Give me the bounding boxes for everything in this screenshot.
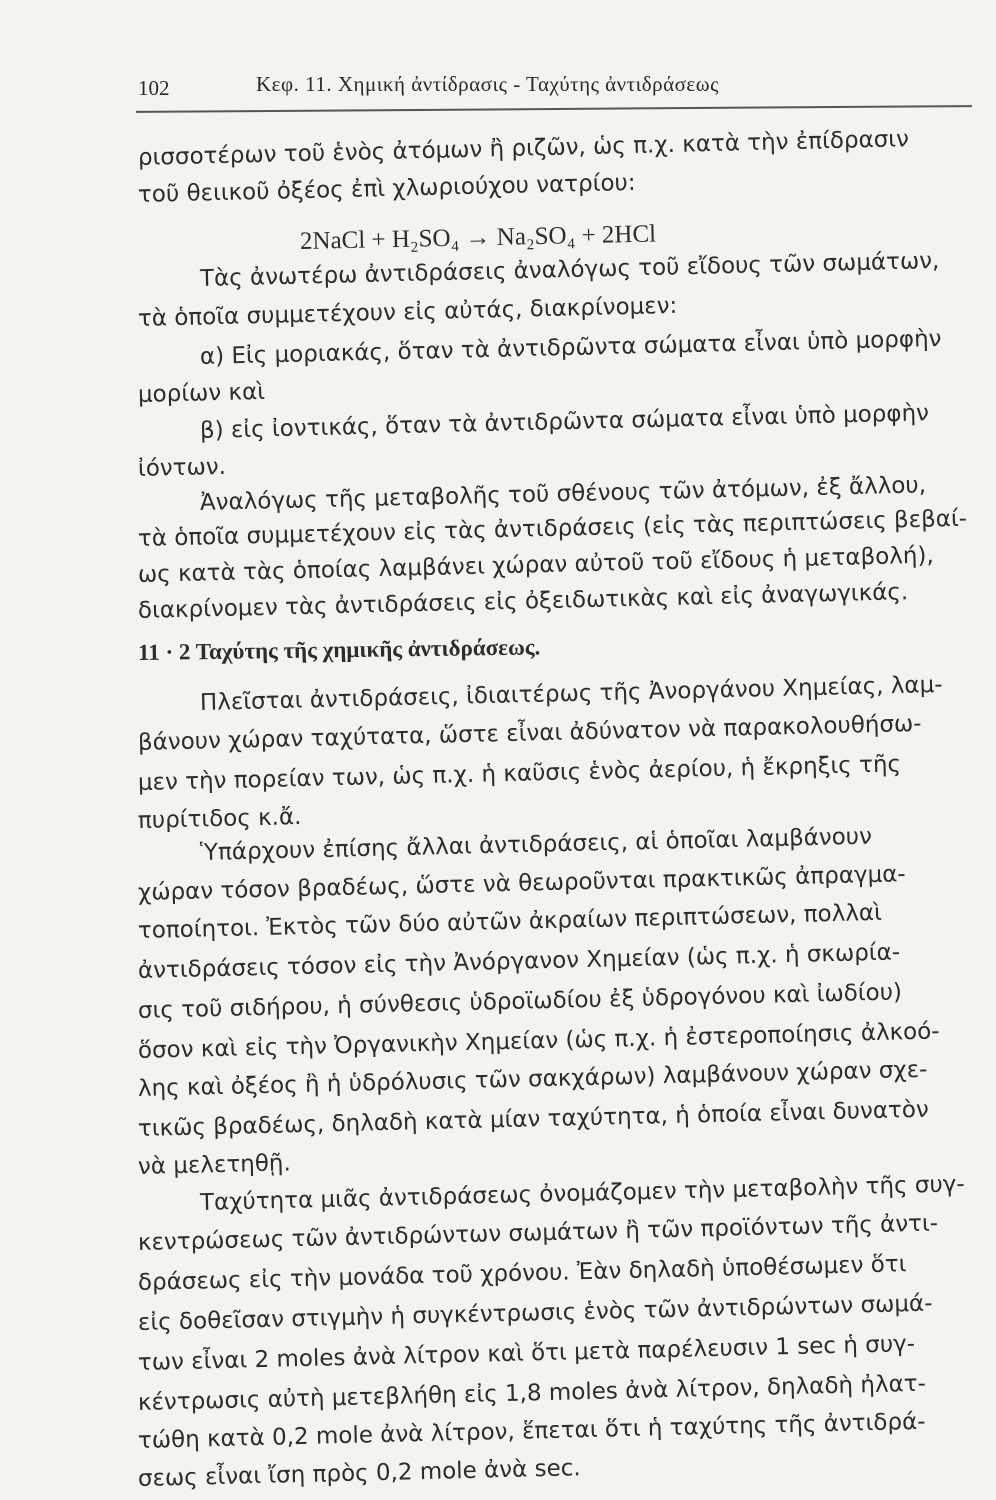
text-line: Τὰς ἀνωτέρω ἀντιδράσεις ἀναλόγως τοῦ εἴδους τῶν σωμάτων,: [199, 247, 940, 292]
text-line: δράσεως εἰς τὴν μονάδα τοῦ χρόνου. Ἐὰν δηλαδὴ ὑποθέσωμεν ὅτι: [137, 1251, 907, 1296]
text-line: σεως εἶναι ἴση πρὸς 0,2 mole ἀνὰ sec.: [137, 1455, 581, 1492]
text-line: κέντρωσις αὐτὴ μετεβλήθη εἰς 1,8 moles ἀνὰ λίτρον, δηλαδὴ ἠλατ-: [137, 1370, 927, 1416]
text-line: τικῶς βραδέως, δηλαδὴ κατὰ μίαν ταχύτητα, ἡ ὁποία εἶναι δυνατὸν: [137, 1096, 930, 1142]
text-line: Ὑπάρχουν ἐπίσης ἄλλαι ἀντιδράσεις, αἱ ὁποῖαι λαμβάνουν: [199, 823, 873, 866]
running-title: Κεφ. 11. Χημική ἀντίδρασις - Ταχύτης ἀντιδράσεως: [256, 72, 719, 96]
text-line: πυρίτιδος κ.ἄ.: [137, 804, 302, 834]
text-line: Πλεῖσται ἀντιδράσεις, ἰδιαιτέρως τῆς Ἀνοργάνου Χημείας, λαμ-: [199, 671, 943, 716]
text-line: ἀντιδράσεις τόσον εἰς τὴν Ἀνόργανον Χημείαν (ὡς π.χ. ἡ σκωρία-: [137, 939, 901, 984]
text-line: λης καὶ ὀξέος ἢ ἡ ὑδρόλυσις τῶν σακχάρων) λαμβάνουν χώραν σχε-: [137, 1056, 928, 1102]
page-number: 102: [138, 76, 170, 100]
text-line: τοποίητοι. Ἐκτὸς τῶν δύο αὐτῶν ἀκραίων περιπτώσεων, πολλαὶ: [137, 899, 883, 944]
text-line: τοῦ θειικοῦ ὀξέος ἐπὶ χλωριούχου νατρίου:: [137, 169, 636, 208]
text-line: τὰ ὁποῖα συμμετέχουν εἰς αὐτάς, διακρίνομεν:: [137, 292, 678, 332]
text-line: κεντρώσεως τῶν ἀντιδρώντων σωμάτων ἢ τῶν προϊόντων τῆς ἀντι-: [137, 1210, 939, 1256]
text-line: Ταχύτητα μιᾶς ἀντιδράσεως ὀνομάζομεν τὴν μεταβολὴν τῆς συγ-: [199, 1171, 965, 1216]
chemical-equation: 2NaCl + H₂SO₄ → Na₂SO₄ + 2HCl: [299, 220, 657, 255]
text-line: των εἶναι 2 moles ἀνὰ λίτρον καὶ ὅτι μετὰ παρέλευσιν 1 sec ἡ συγ-: [137, 1331, 916, 1376]
text-line: β) εἰς ἰοντικάς, ὅταν τὰ ἀντιδρῶντα σώματα εἶναι ὑπὸ μορφὴν: [199, 400, 930, 444]
header-rule: [136, 105, 972, 113]
text-line: ρισσοτέρων τοῦ ἑνὸς ἀτόμων ἢ ριζῶν, ὡς π.χ. κατὰ τὴν ἐπίδρασιν: [137, 126, 910, 171]
text-line: νὰ μελετηθῇ.: [137, 1150, 292, 1180]
text-line: εἰς δοθεῖσαν στιγμὴν ἡ συγκέντρωσις ἑνὸς τῶν ἀντιδρώντων σωμά-: [137, 1290, 933, 1336]
text-line: διακρίνομεν τὰς ἀντιδράσεις εἰς ὀξειδωτικὰς καὶ εἰς ἀναγωγικάς.: [137, 579, 909, 624]
text-line: χώραν τόσον βραδέως, ὥστε νὰ θεωροῦνται πρακτικῶς ἀπραγμα-: [137, 861, 906, 906]
page-header: [138, 72, 974, 102]
section-heading: 11 · 2 Ταχύτης τῆς χημικῆς ἀντιδράσεως.: [137, 634, 541, 665]
text-line: μορίων καὶ: [137, 378, 266, 408]
text-line: μεν τὴν πορείαν των, ὡς π.χ. ἡ καῦσις ἑνὸς ἀερίου, ἡ ἔκρηξις τῆς: [137, 751, 902, 796]
text-line: τώθη κατὰ 0,2 mole ἀνὰ λίτρον, ἕπεται ὅτι ἡ ταχύτης τῆς ἀντιδρά-: [137, 1408, 926, 1454]
text-line: Ἀναλόγως τῆς μεταβολῆς τοῦ σθένους τῶν ἀτόμων, ἐξ ἄλλου,: [199, 472, 927, 516]
text-line: ὅσον καὶ εἰς τὴν Ὀργανικὴν Χημείαν (ὡς π.χ. ἡ ἐστεροποίησις ἀλκοό-: [137, 1018, 940, 1064]
text-line: βάνουν χώραν ταχύτατα, ὥστε εἶναι ἀδύνατον νὰ παρακολουθήσω-: [137, 710, 922, 756]
text-line: ἰόντων.: [137, 453, 227, 482]
text-line: ως κατὰ τὰς ὁποίας λαμβάνει χώραν αὐτοῦ τοῦ εἴδους ἡ μεταβολή),: [137, 542, 935, 588]
text-line: σις τοῦ σιδήρου, ἡ σύνθεσις ὑδροϊωδίου ἐξ ὑδρογόνου καὶ ἰωδίου): [137, 979, 903, 1024]
text-line: τὰ ὁποῖα συμμετέχουν εἰς τὰς ἀντιδράσεις (εἰς τὰς περιπτώσεις βεβαί-: [137, 505, 968, 552]
text-line: α) Εἰς μοριακάς, ὅταν τὰ ἀντιδρῶντα σώματα εἶναι ὑπὸ μορφὴν: [199, 325, 942, 370]
